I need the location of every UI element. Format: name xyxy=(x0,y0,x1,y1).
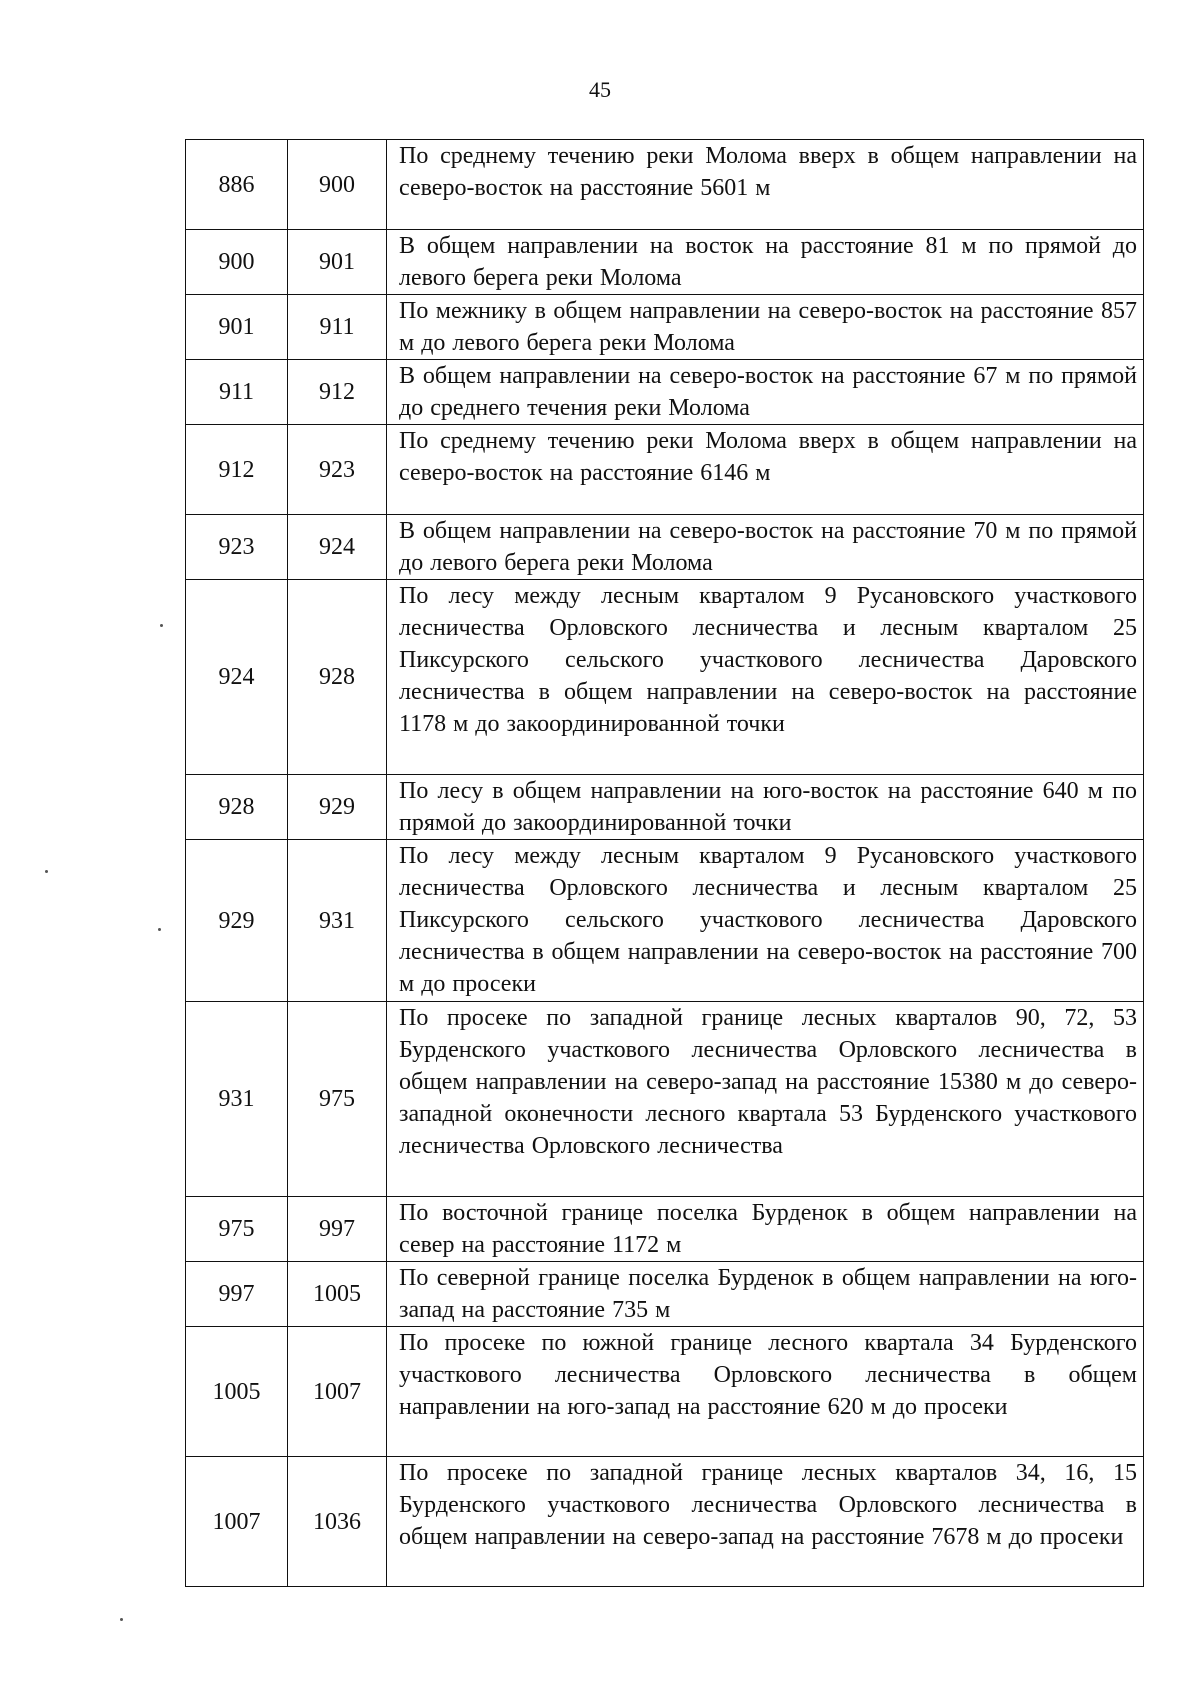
description-cell: В общем направлении на восток на расстояние 81 м по прямой до левого берега реки Молома xyxy=(387,230,1144,295)
from-point-cell: 911 xyxy=(186,360,288,425)
from-point-cell: 997 xyxy=(186,1262,288,1327)
to-point-cell: 912 xyxy=(288,360,387,425)
description-cell: В общем направлении на северо-восток на расстояние 67 м по прямой до среднего течения реки Молома xyxy=(387,360,1144,425)
table-row xyxy=(186,515,1144,580)
table-row xyxy=(186,140,1144,230)
to-point-cell: 923 xyxy=(288,425,387,515)
from-point-cell: 1007 xyxy=(186,1457,288,1587)
scan-speck xyxy=(160,624,163,627)
to-point-cell: 900 xyxy=(288,140,387,230)
description-cell: По просеке по западной границе лесных кварталов 90, 72, 53 Бурденского участкового лесничества Орловского лесничества в общем направлении на северо-запад на расстояние 15380 м до северо-западной оконечности лесного квартала 53 Бурденского участкового лесничества Орловского лесничества xyxy=(387,1002,1144,1197)
table-row xyxy=(186,840,1144,1002)
description-cell: По восточной границе поселка Бурденок в общем направлении на север на расстояние 1172 м xyxy=(387,1197,1144,1262)
table-row xyxy=(186,580,1144,775)
description-cell: По лесу в общем направлении на юго-восток на расстояние 640 м по прямой до закоординированной точки xyxy=(387,775,1144,840)
to-point-cell: 929 xyxy=(288,775,387,840)
description-cell: По лесу между лесным кварталом 9 Русановского участкового лесничества Орловского лесничества и лесным кварталом 25 Пиксурского сельского участкового лесничества Даровского лесничества в общем направлении на северо-восток на расстояние 700 м до просеки xyxy=(387,840,1144,1002)
table-row xyxy=(186,1002,1144,1197)
description-cell: По лесу между лесным кварталом 9 Русановского участкового лесничества Орловского лесничества и лесным кварталом 25 Пиксурского сельского участкового лесничества Даровского лесничества в общем направлении на северо-восток на расстояние 1178 м до закоординированной точки xyxy=(387,580,1144,775)
to-point-cell: 975 xyxy=(288,1002,387,1197)
boundary-description-table xyxy=(185,139,1144,1587)
table-row xyxy=(186,1197,1144,1262)
from-point-cell: 900 xyxy=(186,230,288,295)
to-point-cell: 928 xyxy=(288,580,387,775)
from-point-cell: 901 xyxy=(186,295,288,360)
description-cell: В общем направлении на северо-восток на расстояние 70 м по прямой до левого берега реки Молома xyxy=(387,515,1144,580)
description-cell: По среднему течению реки Молома вверх в общем направлении на северо-восток на расстояние 6146 м xyxy=(387,425,1144,515)
to-point-cell: 1036 xyxy=(288,1457,387,1587)
table-row xyxy=(186,230,1144,295)
from-point-cell: 886 xyxy=(186,140,288,230)
scan-speck xyxy=(158,928,161,931)
from-point-cell: 931 xyxy=(186,1002,288,1197)
from-point-cell: 975 xyxy=(186,1197,288,1262)
description-cell: По среднему течению реки Молома вверх в общем направлении на северо-восток на расстояние 5601 м xyxy=(387,140,1144,230)
page-number: 45 xyxy=(589,77,611,102)
from-point-cell: 912 xyxy=(186,425,288,515)
to-point-cell: 997 xyxy=(288,1197,387,1262)
description-cell: По межнику в общем направлении на северо-восток на расстояние 857 м до левого берега реки Молома xyxy=(387,295,1144,360)
from-point-cell: 929 xyxy=(186,840,288,1002)
table-row xyxy=(186,1327,1144,1457)
table-row xyxy=(186,295,1144,360)
from-point-cell: 923 xyxy=(186,515,288,580)
from-point-cell: 924 xyxy=(186,580,288,775)
description-cell: По северной границе поселка Бурденок в общем направлении на юго-запад на расстояние 735 м xyxy=(387,1262,1144,1327)
table-body xyxy=(186,140,1144,1587)
table-row xyxy=(186,1262,1144,1327)
from-point-cell: 928 xyxy=(186,775,288,840)
to-point-cell: 931 xyxy=(288,840,387,1002)
table-row xyxy=(186,775,1144,840)
to-point-cell: 911 xyxy=(288,295,387,360)
to-point-cell: 924 xyxy=(288,515,387,580)
scan-speck xyxy=(120,1618,123,1621)
scan-speck xyxy=(45,870,48,873)
table-row xyxy=(186,360,1144,425)
to-point-cell: 1005 xyxy=(288,1262,387,1327)
description-cell: По просеке по южной границе лесного квартала 34 Бурденского участкового лесничества Орловского лесничества в общем направлении на юго-запад на расстояние 620 м до просеки xyxy=(387,1327,1144,1457)
table-row xyxy=(186,425,1144,515)
from-point-cell: 1005 xyxy=(186,1327,288,1457)
to-point-cell: 1007 xyxy=(288,1327,387,1457)
to-point-cell: 901 xyxy=(288,230,387,295)
description-cell: По просеке по западной границе лесных кварталов 34, 16, 15 Бурденского участкового лесничества Орловского лесничества в общем направлении на северо-запад на расстояние 7678 м до просеки xyxy=(387,1457,1144,1587)
table-row xyxy=(186,1457,1144,1587)
